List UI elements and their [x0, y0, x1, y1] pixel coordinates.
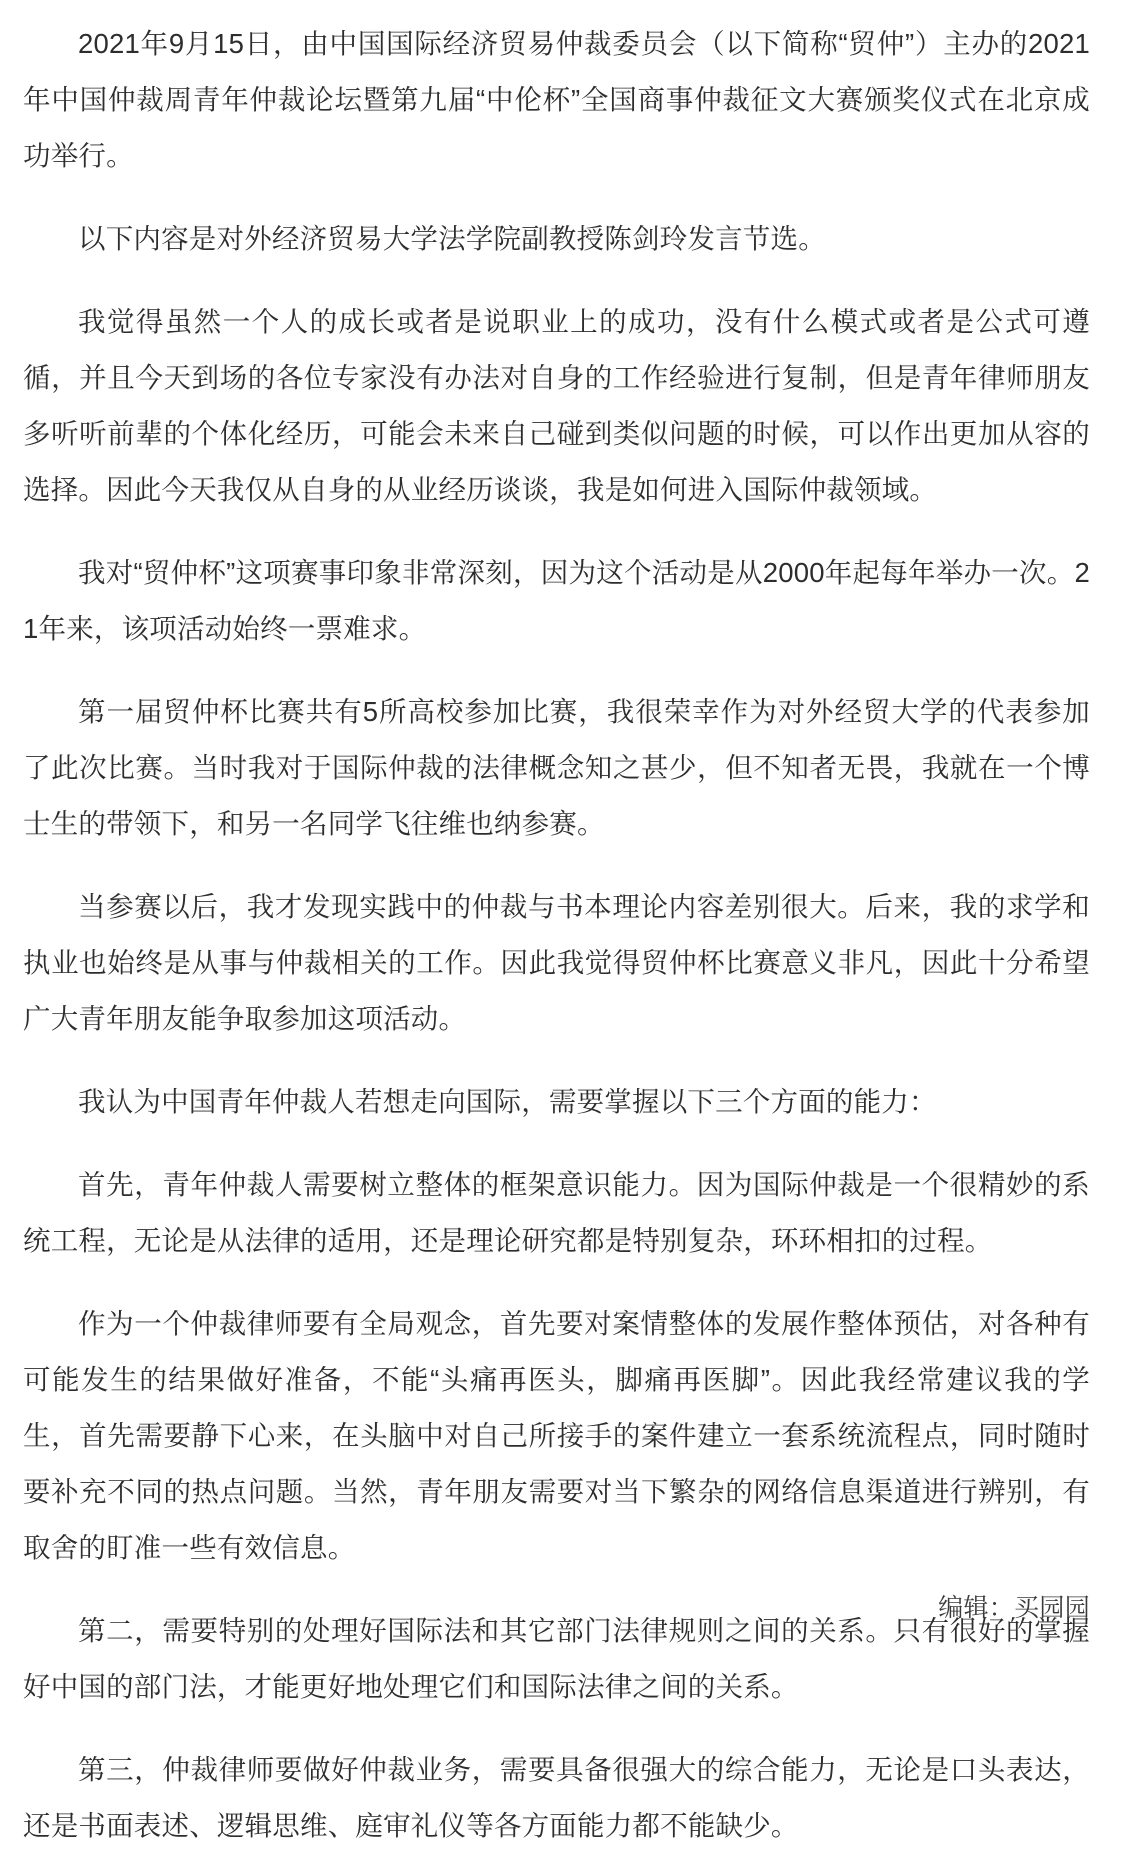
paragraph-3: 我觉得虽然一个人的成长或者是说职业上的成功，没有什么模式或者是公式可遵循，并且今天到场的各位专家没有办法对自身的工作经验进行复制，但是青年律师朋友多听听前辈的个体化经历，可能会未来自己碰到类似问题的时候，可以作出更加从容的选择。因此今天我仅从自身的从业经历谈谈，我是如何进入国际仲裁领域。 [23, 306, 1090, 505]
paragraph-6: 当参赛以后，我才发现实践中的仲裁与书本理论内容差别很大。后来，我的求学和执业也始终是从事与仲裁相关的工作。因此我觉得贸仲杯比赛意义非凡，因此十分希望广大青年朋友能争取参加这项活动。 [23, 891, 1090, 1034]
paragraph-4: 我对“贸仲杯”这项赛事印象非常深刻，因为这个活动是从2000年起每年举办一次。21年来，该项活动始终一票难求。 [23, 557, 1090, 644]
footer [23, 1588, 1090, 1628]
paragraph-2: 以下内容是对外经济贸易大学法学院副教授陈剑玲发言节选。 [78, 223, 826, 254]
article-body [23, 16, 1090, 1854]
paragraph-7: 我认为中国青年仲裁人若想走向国际，需要掌握以下三个方面的能力： [78, 1086, 937, 1117]
paragraph-8: 首先，青年仲裁人需要树立整体的框架意识能力。因为国际仲裁是一个很精妙的系统工程，无论是从法律的适用，还是理论研究都是特别复杂，环环相扣的过程。 [23, 1169, 1090, 1256]
editor-credit: 编辑：买园园 [938, 1594, 1090, 1622]
paragraph-5: 第一届贸仲杯比赛共有5所高校参加比赛，我很荣幸作为对外经贸大学的代表参加了此次比赛。当时我对于国际仲裁的法律概念知之甚少，但不知者无畏，我就在一个博士生的带领下，和另一名同学飞往维也纳参赛。 [23, 696, 1090, 839]
paragraph-1: 2021年9月15日，由中国国际经济贸易仲裁委员会（以下简称“贸仲”）主办的2021年中国仲裁周青年仲裁论坛暨第九届“中伦杯”全国商事仲裁征文大赛颁奖仪式在北京成功举行。 [23, 28, 1090, 171]
paragraph-10: 第二，需要特别的处理好国际法和其它部门法律规则之间的关系。只有很好的掌握好中国的部门法，才能更好地处理它们和国际法律之间的关系。 [23, 1615, 1090, 1702]
paragraph-9: 作为一个仲裁律师要有全局观念，首先要对案情整体的发展作整体预估，对各种有可能发生的结果做好准备，不能“头痛再医头，脚痛再医脚”。因此我经常建议我的学生，首先需要静下心来，在头脑中对自己所接手的案件建立一套系统流程点，同时随时要补充不同的热点问题。当然，青年朋友需要对当下繁杂的网络信息渠道进行辨别，有取舍的盯准一些有效信息。 [23, 1308, 1090, 1563]
paragraph-11: 第三，仲裁律师要做好仲裁业务，需要具备很强大的综合能力，无论是口头表达，还是书面表述、逻辑思维、庭审礼仪等各方面能力都不能缺少。 [23, 1754, 1090, 1841]
